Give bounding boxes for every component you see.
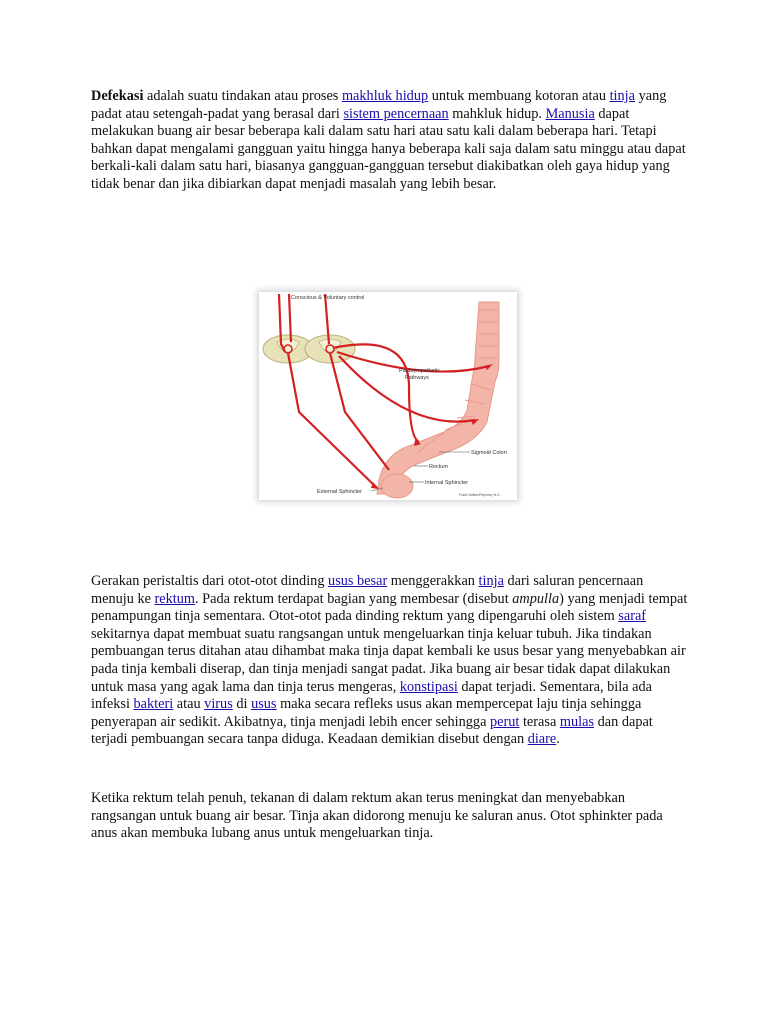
label-sigmoid-colon: Sigmoid Colon bbox=[471, 450, 507, 456]
text-run: ) yang menjadi tempat penampungan tinja sementara. Otot-otot pada dinding rektum yang dipengaruhi oleh sistem bbox=[91, 590, 688, 625]
label-external-sphincter: External Sphincter bbox=[317, 489, 362, 495]
text-run: adalah suatu tindakan atau proses bbox=[143, 88, 342, 104]
link-bakteri[interactable]: bakteri bbox=[133, 696, 174, 713]
paragraph-2 bbox=[91, 573, 689, 749]
text-run: yang padat atau setengah-padat yang berasal dari bbox=[91, 88, 667, 122]
paragraph-defekasi bbox=[91, 88, 689, 194]
nerve-pathways bbox=[279, 294, 489, 488]
paragraph-peristaltis bbox=[91, 573, 689, 749]
defecation-reflex-diagram bbox=[259, 292, 519, 502]
text-run: mahkluk hidup. bbox=[448, 105, 546, 122]
text-run: dapat terjadi. Sementara, bila ada infeksi bbox=[91, 678, 652, 713]
link-usus-besar[interactable]: usus besar bbox=[328, 573, 388, 589]
label-rectum: Rectum bbox=[429, 464, 448, 470]
paragraph-rektum-penuh bbox=[91, 790, 689, 843]
label-conscious: Conscious & Voluntary control bbox=[291, 295, 365, 301]
label-parasympathetic: Parasympathetic bbox=[399, 368, 440, 374]
link-tinja[interactable]: tinja bbox=[609, 88, 635, 104]
link-rektum[interactable]: rektum bbox=[154, 590, 196, 607]
paragraph-1 bbox=[91, 88, 689, 194]
text-run: dan dapat terjadi pembuangan secara tanpa diduga. Keadaan demikian disebut dengan bbox=[91, 713, 653, 748]
label-internal-sphincter: Internal Sphincter bbox=[425, 480, 469, 486]
link-sistem-pencernaan[interactable]: sistem pencernaan bbox=[343, 105, 449, 122]
text-run: . Pada rektum terdapat bagian yang membesar (disebut bbox=[195, 590, 513, 607]
link-tinja-2[interactable]: tinja bbox=[478, 573, 504, 589]
link-manusia[interactable]: Manusia bbox=[545, 105, 595, 122]
link-usus[interactable]: usus bbox=[251, 696, 277, 713]
paragraph-3: Ketika rektum telah penuh, tekanan di dalam rektum akan terus meningkat dan menyebabkan rangsangan untuk buang air besar. Tinja akan didorong menuju ke saluran anus. Otot sphinkter pada anus akan membuka lubang anus untuk mengeluarkan tinja. bbox=[91, 790, 663, 842]
link-mulas[interactable]: mulas bbox=[559, 713, 595, 730]
text-run: terasa bbox=[519, 713, 560, 730]
text-run: menggerakkan bbox=[387, 573, 479, 589]
link-saraf[interactable]: saraf bbox=[618, 608, 647, 625]
link-konstipasi[interactable]: konstipasi bbox=[399, 678, 458, 695]
text-run: dapat melakukan buang air besar beberapa kali dalam satu hari atau satu kali dalam beberapa hari. Tetapi bahkan dapat mengalami gangguan yaitu hingga hanya beberapa kali saja dalam satu minggu atau dapat berkali-kali dalam satu hari, biasanya gangguan-gangguan tersebut diakibatkan oleh gaya hidup yang tidak benar dan jika dibiarkan dapat menjadi masalah yang lebih besar. bbox=[91, 105, 686, 192]
text-run: atau bbox=[173, 696, 205, 713]
text-run: Gerakan peristaltis dari otot-otot dinding bbox=[91, 573, 329, 589]
label-credit: Frank Netter/Rephrey N.D. bbox=[459, 493, 501, 497]
label-pathways: Pathways bbox=[405, 375, 429, 381]
diagram-svg bbox=[259, 292, 517, 500]
text-run: di bbox=[232, 696, 252, 713]
term-defekasi: Defekasi bbox=[91, 88, 144, 104]
link-virus[interactable]: virus bbox=[204, 696, 233, 713]
text-run: dari saluran pencernaan menuju ke bbox=[91, 573, 644, 607]
link-diare[interactable]: diare bbox=[527, 731, 557, 748]
text-run: maka secara refleks usus akan mempercepat laju tinja sehingga penyerapan air sedikit. Akibatnya, tinja menjadi lebih encer sehingga bbox=[91, 696, 642, 730]
text-run: . bbox=[556, 731, 560, 748]
link-makhluk-hidup[interactable]: makhluk hidup bbox=[341, 88, 429, 104]
link-perut[interactable]: perut bbox=[490, 713, 520, 730]
term-ampulla: ampulla bbox=[512, 590, 560, 607]
text-run: untuk membuang kotoran atau bbox=[428, 88, 610, 104]
text-run: sekitarnya dapat membuat suatu rangsangan untuk mengeluarkan tinja keluar tubuh. Jika tindakan pembuangan terus ditahan atau dihambat maka tinja dapat kembali ke usus besar yang menyebabkan air pada tinja kembali diserap, dan tinja menjadi sangat padat. Jika buang air besar tidak dapat dilakukan untuk masa yang agak lama dan tinja terus mengeras, bbox=[91, 625, 686, 695]
